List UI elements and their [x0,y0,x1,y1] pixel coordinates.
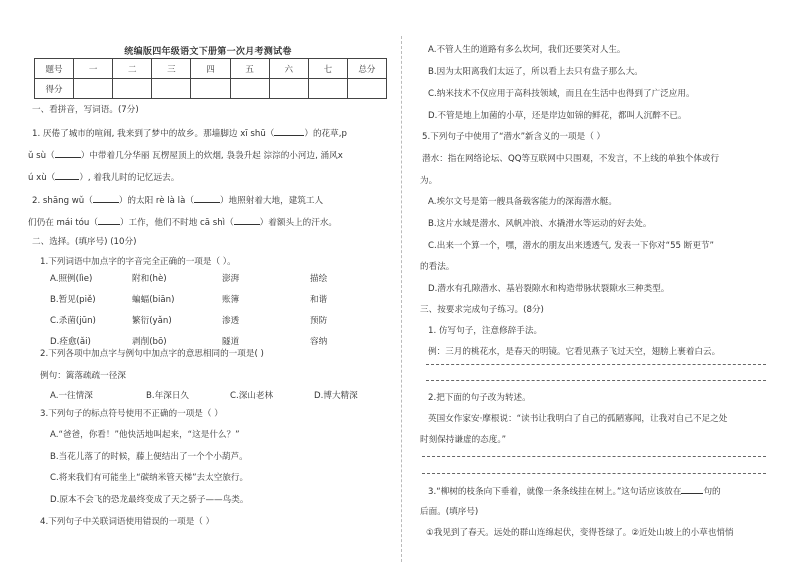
answer-blank[interactable] [194,193,220,203]
option-item[interactable]: D.原本不会飞的恐龙最终变成了天之骄子——鸟类。 [50,495,249,505]
option-item[interactable]: C.杀菌(jūn) [50,316,96,326]
column-divider [401,36,402,562]
s3-q1: 1. 仿写句子，注意修辞手法。 [428,326,543,336]
option-item: 渗透 [222,316,240,326]
score-table [34,58,387,99]
s1-q1-line2: ǔ sù（ ）中带着几分华丽 瓦楞屋顶上的炊烟, 袅袅升起 淙淙的小河边, 涌风x [28,148,343,162]
answer-line[interactable] [426,380,766,381]
option-item: 剥削(bō) [132,337,167,347]
option-item[interactable]: A.埃尔文号是第一艘具备载客能力的深海潜水艇。 [428,197,617,207]
score-table-score-row [35,79,387,99]
s3-q3-line2: 后面。(填序号) [420,507,479,517]
answer-line[interactable] [422,473,766,474]
option-item[interactable]: D.潜水有孔隙潜水、基岩裂隙水和构造带脉状裂隙水三种类型。 [428,284,670,294]
section-3-heading: 三、按要求完成句子练习。(8分) [420,305,544,315]
s2-q1: 1.下列词语中加点字的字音完全正确的一项是（ ）。 [40,257,236,267]
s1-q1-line3: ú xù（ ）, 着我儿时的记忆远去。 [28,170,179,184]
option-item[interactable]: D.博大精深 [314,391,358,401]
s3-q3-line1: 3.“柳树的枝条向下垂着，就像一条条线挂在树上。”这句话应该放在 句的 [428,484,721,498]
score-input-cell[interactable] [113,79,152,99]
s2-q2-options [28,389,388,403]
section-2-heading: 二、选择。(填序号) (10分) [32,237,137,247]
score-table-cell: 五 [230,59,269,79]
score-table-header-row [35,59,387,79]
option-item: 附和(hè) [132,274,167,284]
q5-definition: 潜水：指在网络论坛、QQ等互联网中只围观，不发言，不上线的单独个体或行 [422,154,720,164]
option-item[interactable]: B.暂见(piě) [50,295,96,305]
option-item[interactable]: D.不管是地上加菌的小草，还是岸边如锦的鲜花，都叫人沉醉不已。 [428,111,687,121]
answer-blank[interactable] [55,148,81,158]
option-item: 预防 [310,316,328,326]
option-item[interactable]: B.这片水域是潜水、风帆冲浪、水撬滑水等运动的好去处。 [428,219,652,229]
score-input-cell[interactable] [347,79,386,99]
s2-q3: 3.下列句子的标点符号使用不正确的一项是（ ） [40,409,223,419]
score-table-cell: 总分 [347,59,386,79]
s2-q2-example: 例句：篱落疏疏一径深 [40,371,126,381]
s3-q2: 2.把下面的句子改为转述。 [428,393,531,403]
s2-q1-options [28,272,388,347]
option-item[interactable]: D.痊愈(ǎi) [50,337,91,347]
score-input-cell[interactable] [74,79,113,99]
q5: 5.下列句子中使用了“潜水”新含义的一项是（ ） [422,132,606,142]
option-item: 隧道 [222,337,240,347]
option-item: 容纳 [310,337,328,347]
answer-blank[interactable] [234,215,260,225]
option-item[interactable]: B.当花儿落了的时候，藤上便结出了一个个小葫芦。 [50,452,248,462]
option-item[interactable]: A.照例(lìe) [50,274,93,284]
score-input-cell[interactable] [152,79,191,99]
page-title: 统编版四年级语文下册第一次月考测试卷 [124,47,292,57]
answer-blank[interactable] [55,170,79,180]
score-table-cell: 一 [74,59,113,79]
option-item[interactable]: A.一往情深 [50,391,93,401]
answer-line[interactable] [426,364,766,365]
score-label-cell: 得分 [35,79,74,99]
option-item[interactable]: A.不管人生的道路有多么坎坷，我们还要笑对人生。 [428,45,626,55]
score-input-cell[interactable] [308,79,347,99]
option-item[interactable]: B.年深日久 [146,391,190,401]
score-input-cell[interactable] [230,79,269,99]
option-item[interactable]: C.深山老林 [230,391,274,401]
section-1-heading: 一、看拼音，写词语。(7分) [32,105,139,115]
s3-q3-passage: ①我见到了春天。远处的群山连绵起伏，变得苍绿了。②近处山坡上的小草也悄悄 [426,528,734,538]
s3-q2-text: 英国女作家安·摩根说：“读书让我明白了自己的孤陋寡闻，让我对自己不足之处 [428,414,728,424]
score-table-cell: 三 [152,59,191,79]
answer-blank[interactable] [98,215,120,225]
q5-definition-cont: 为。 [420,176,438,186]
option-item[interactable]: C.纳米技术不仅应用于高科技领域，而且在生活中也得到了广泛应用。 [428,89,695,99]
s3-q1-example: 例：三月的桃花水，是春天的明镜。它看见燕子飞过天空，翅膀上裹着白云。 [428,347,721,357]
s2-q2: 2.下列各项中加点字与例句中加点字的意思相同的一项是( ) [40,349,264,359]
s2-q4: 4.下列句子中关联词语使用错误的一项是（ ） [40,517,215,527]
score-input-cell[interactable] [191,79,230,99]
option-item[interactable]: B.因为太阳离我们太远了，所以看上去只有盘子那么大。 [428,67,643,77]
option-item: 蝙蝠(biān) [132,295,175,305]
option-item-cont: 的看法。 [420,262,455,272]
s1-q2-line1: 2. shāng wǔ（ ）的太阳 rè là là（ ）地照射着大地，建筑工人 [32,193,323,207]
option-item[interactable]: C.将来我们有可能坐上“碳纳米管天梯”去太空旅行。 [50,473,249,483]
score-input-cell[interactable] [269,79,308,99]
option-item: 繁衍(yǎn) [132,316,172,326]
s1-q2-line2: 们仍在 mái tóu（ ）工作，他们不时地 cā shì（ ）着额头上的汗水。 [28,215,337,229]
option-item: 账簿 [222,295,240,305]
s1-q1-line1: 1. 厌倦了城市的喧闹, 我来到了梦中的故乡。那墙脚边 xī shū（ ）的花草,p [32,126,347,140]
option-item: 澎湃 [222,274,240,284]
score-table-cell: 七 [308,59,347,79]
option-item: 和谐 [310,295,328,305]
answer-blank[interactable] [274,126,304,136]
answer-blank[interactable] [93,193,119,203]
answer-line[interactable] [422,456,766,457]
option-item[interactable]: C.出来一个算一个，嘿，潜水的朋友出来透透气, 发表一下你对“55 断更节” [428,241,714,251]
score-table-cell: 四 [191,59,230,79]
score-table-cell: 二 [113,59,152,79]
option-item: 描绘 [310,274,328,284]
score-table-cell: 六 [269,59,308,79]
option-item[interactable]: A.“爸爸，你看！”他快活地叫起来，“这是什么？” [50,430,240,440]
s3-q2-text-cont: 时刻保持谦虚的态度。” [420,435,507,445]
score-table-cell: 题号 [35,59,74,79]
answer-blank[interactable] [681,484,703,494]
